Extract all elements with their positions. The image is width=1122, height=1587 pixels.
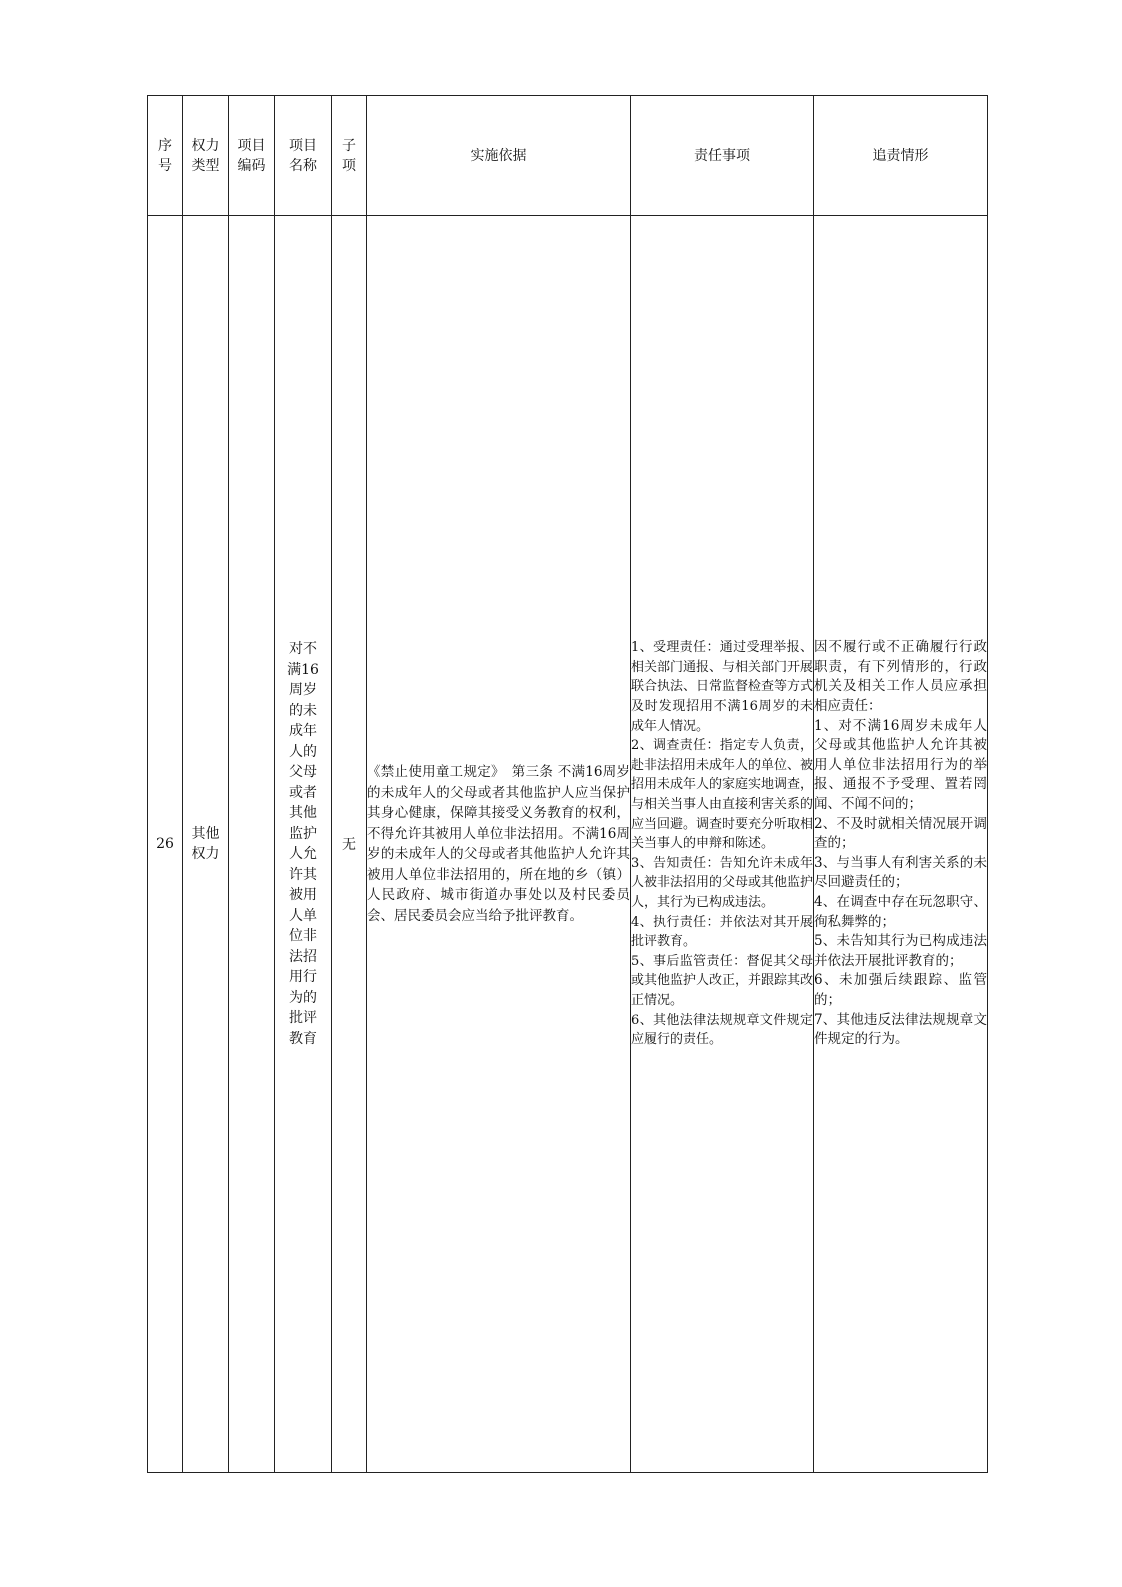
cell-accountability [814,216,988,1473]
header-power-type: 权力类型 [183,96,229,216]
cell-item-name: 对不满16周岁的未成年人的父母或者其他监护人允许其被用人单位非法招用行为的批评教育 [275,216,332,1473]
accountability-item: 6、未加强后续跟踪、监管的； [814,972,987,1008]
header-basis: 实施依据 [367,96,631,216]
header-sub-item: 子项 [332,96,367,216]
accountability-item: 7、其他违反法律法规规章文件规定的行为。 [814,1011,987,1048]
accountability-item: 3、与当事人有利害关系的未尽回避责任的； [814,854,987,891]
responsibility-item: 2、调查责任：指定专人负责，赴非法招用未成年人的单位、被招用未成年人的家庭实地调查，与相关当事人由直接利害关系的应当回避。调查时要充分听取相关当事人的申辩和陈述。 [631,738,814,852]
accountability-item: 1、对不满16周岁未成年人父母或其他监护人允许其被用人单位非法招用行为的举报、通报不予受理、置若罔闻、不闻不问的； [814,717,987,813]
accountability-item: 5、未告知其行为已构成违法并依法开展批评教育的； [814,933,987,969]
header-seq: 序号 [148,96,183,216]
responsibility-item: 3、告知责任：告知允许未成年人被非法招用的父母或其他监护人，其行为已构成违法。 [631,855,814,910]
cell-basis: 《禁止使用童工规定》 第三条 不满16周岁的未成年人的父母或者其他监护人应当保护其身心健康，保障其接受义务教育的权利，不得允许其被用人单位非法招用。不满16周岁的未成年人的父母或者其他监护人允许其被用人单位非法招用的，所在地的乡（镇）人民政府、城市街道办事处以及村民委员会、居民委员会应当给予批评教育。 [367,216,631,1473]
cell-item-code [229,216,275,1473]
responsibility-item: 1、受理责任：通过受理举报、相关部门通报、与相关部门开展联合执法、日常监督检查等方式及时发现招用不满16周岁的未成年人情况。 [631,640,814,734]
accountability-item: 4、在调查中存在玩忽职守、徇私舞弊的； [814,893,987,930]
header-responsibility: 责任事项 [631,96,814,216]
accountability-item: 2、不及时就相关情况展开调查的； [814,815,987,852]
responsibility-item: 4、执行责任：并依法对其开展批评教育。 [631,914,813,950]
table-header-row [148,96,988,216]
cell-power-type: 其他权力 [183,216,229,1473]
cell-sub-item: 无 [332,216,367,1473]
header-item-name: 项目名称 [275,96,332,216]
power-list-table [147,95,988,1473]
cell-seq: 26 [148,216,183,1473]
accountability-item: 因不履行或不正确履行行政职责，有下列情形的，行政机关及相关工作人员应承担相应责任： [814,639,987,715]
header-accountability: 追责情形 [814,96,988,216]
table-row [148,216,988,1473]
header-item-code: 项目编码 [229,96,275,216]
responsibility-item: 6、其他法律法规规章文件规定应履行的责任。 [631,1012,813,1048]
responsibility-item: 5、事后监管责任：督促其父母或其他监护人改正，并跟踪其改正情况。 [631,953,814,1008]
cell-responsibility [631,216,814,1473]
